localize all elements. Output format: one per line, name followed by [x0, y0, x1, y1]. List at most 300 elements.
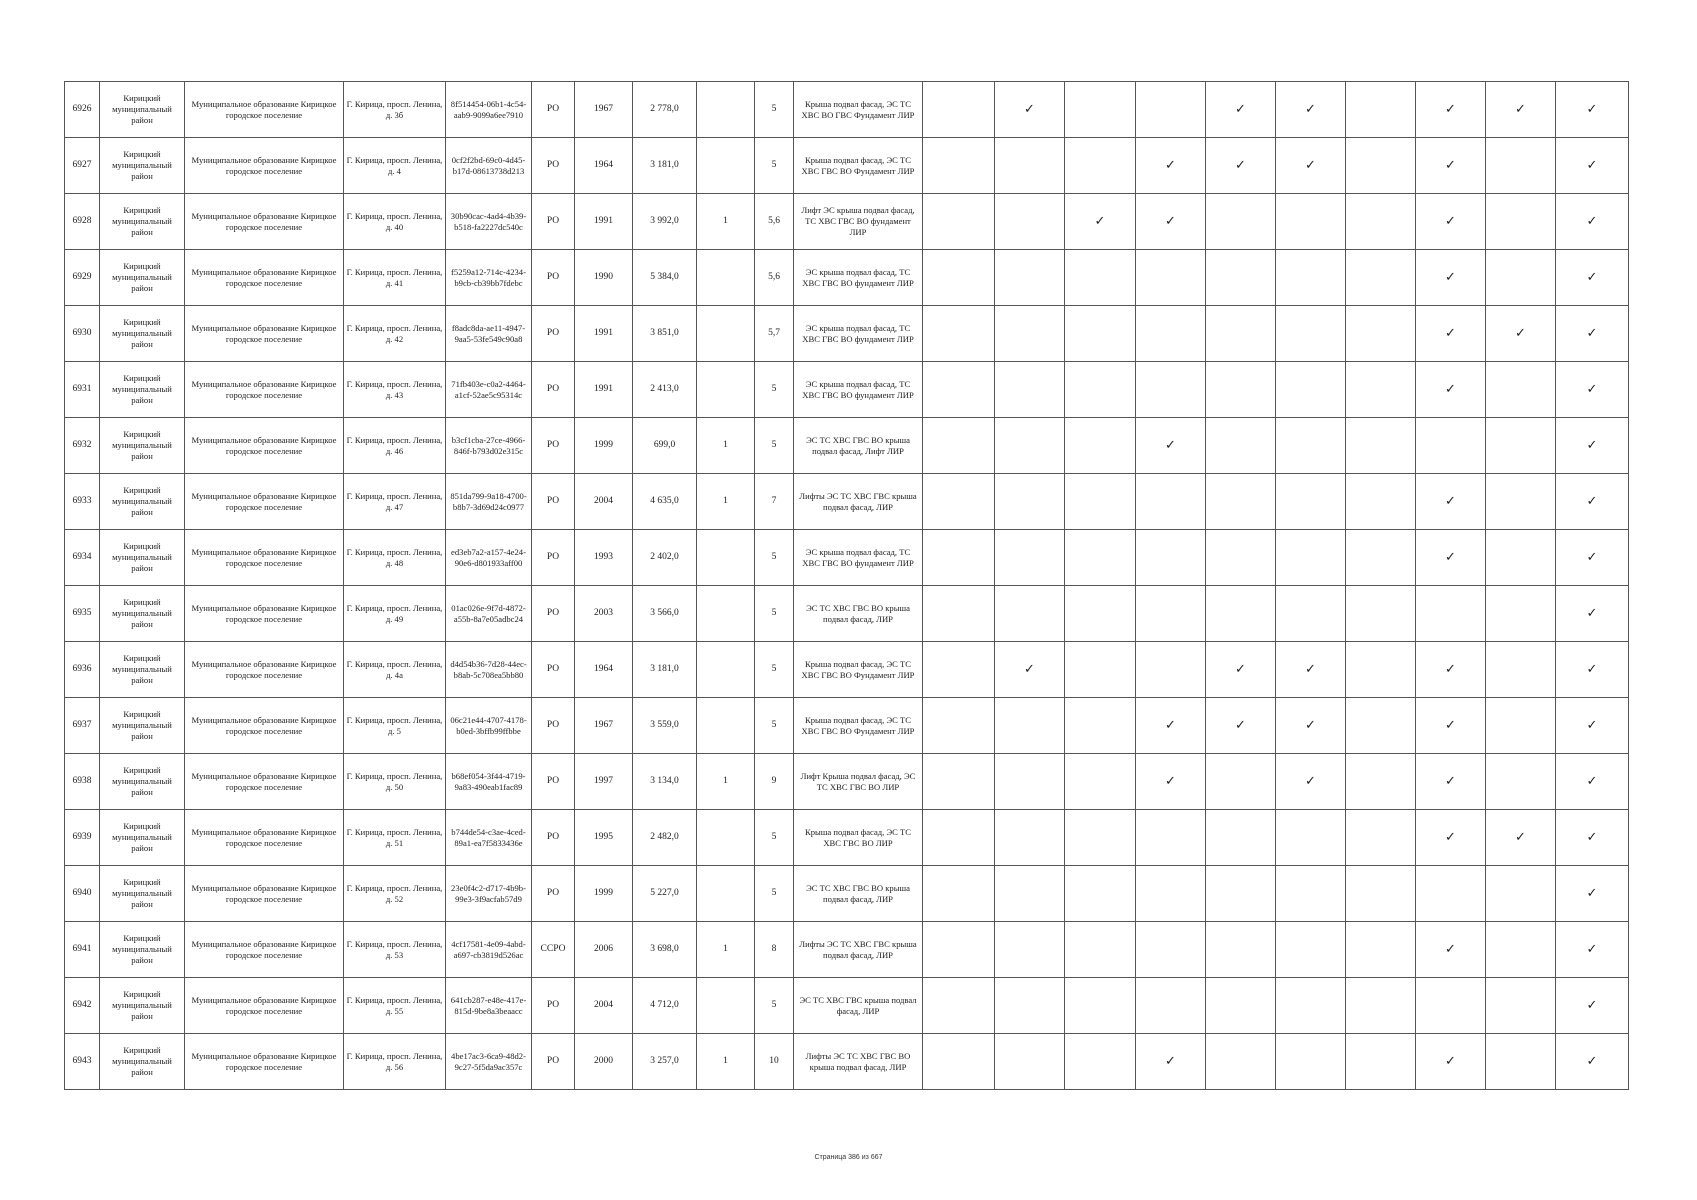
area-cell: 4 712,0 [633, 978, 697, 1034]
check-cell-7 [1346, 194, 1416, 250]
check-cell-3 [1065, 530, 1136, 586]
check-cell-2 [995, 474, 1065, 530]
checkmark-icon: ✓ [1586, 1054, 1598, 1069]
check-cell-5 [1206, 810, 1276, 866]
check-cell-6 [1276, 250, 1346, 306]
address-cell: Г. Кирица, просп. Ленина, д. 52 [344, 866, 446, 922]
table-row [65, 530, 1629, 586]
municipality-cell: Муниципальное образование Кирицкое городское поселение [185, 306, 344, 362]
check-cell-6 [1276, 82, 1346, 138]
checkmark-icon: ✓ [1515, 326, 1526, 341]
checkmark-icon: ✓ [1445, 774, 1456, 789]
checkmark-icon: ✓ [1445, 942, 1456, 957]
check-cell-5 [1206, 82, 1276, 138]
municipality-cell: Муниципальное образование Кирицкое городское поселение [185, 194, 344, 250]
area-cell: 5 227,0 [633, 866, 697, 922]
check-cell-9 [1486, 474, 1556, 530]
district-cell: Кирицкий муниципальный район [100, 642, 185, 698]
table-row [65, 922, 1629, 978]
building-uuid-cell: 30b90cac-4ad4-4b39-b518-fa2227dc540c [446, 194, 532, 250]
check-cell-5 [1206, 1034, 1276, 1090]
table-row [65, 306, 1629, 362]
check-cell-8 [1416, 530, 1486, 586]
check-cell-10 [1556, 866, 1629, 922]
district-cell: Кирицкий муниципальный район [100, 530, 185, 586]
table-row [65, 418, 1629, 474]
building-uuid-cell: 0cf2f2bd-69c0-4d45-b17d-08613738d213 [446, 138, 532, 194]
check-cell-8 [1416, 642, 1486, 698]
check-cell-1 [923, 138, 995, 194]
area-cell: 2 402,0 [633, 530, 697, 586]
check-cell-4 [1136, 1034, 1206, 1090]
lifts-count-cell: 1 [697, 1034, 755, 1090]
check-cell-7 [1346, 530, 1416, 586]
area-cell: 2 413,0 [633, 362, 697, 418]
address-cell: Г. Кирица, просп. Ленина, д. 4а [344, 642, 446, 698]
building-uuid-cell: 06c21e44-4707-4178-b0ed-3bffb99ffbbe [446, 698, 532, 754]
check-cell-8 [1416, 306, 1486, 362]
check-cell-2 [995, 82, 1065, 138]
floors-cell: 5 [755, 978, 794, 1034]
check-cell-5 [1206, 306, 1276, 362]
check-cell-4 [1136, 138, 1206, 194]
floors-cell: 5,6 [755, 250, 794, 306]
municipality-cell: Муниципальное образование Кирицкое городское поселение [185, 1034, 344, 1090]
checkmark-icon: ✓ [1586, 494, 1598, 509]
district-cell: Кирицкий муниципальный район [100, 754, 185, 810]
works-list-cell: ЭС крыша подвал фасад, ТС ХВС ГВС ВО фундамент ЛИР [794, 362, 923, 418]
lifts-count-cell: 1 [697, 754, 755, 810]
lifts-count-cell [697, 698, 755, 754]
floors-cell: 5 [755, 698, 794, 754]
check-cell-4 [1136, 754, 1206, 810]
checkmark-icon: ✓ [1445, 270, 1456, 285]
municipality-cell: Муниципальное образование Кирицкое городское поселение [185, 586, 344, 642]
checkmark-icon: ✓ [1024, 662, 1035, 677]
build-year-cell: 2006 [575, 922, 633, 978]
district-cell: Кирицкий муниципальный район [100, 362, 185, 418]
ownership-type-cell: ССРО [532, 922, 575, 978]
check-cell-10 [1556, 474, 1629, 530]
check-cell-6 [1276, 194, 1346, 250]
check-cell-2 [995, 866, 1065, 922]
check-cell-8 [1416, 978, 1486, 1034]
check-cell-8 [1416, 82, 1486, 138]
lifts-count-cell [697, 810, 755, 866]
check-cell-1 [923, 194, 995, 250]
check-cell-5 [1206, 418, 1276, 474]
district-cell: Кирицкий муниципальный район [100, 138, 185, 194]
area-cell: 3 257,0 [633, 1034, 697, 1090]
check-cell-8 [1416, 250, 1486, 306]
check-cell-9 [1486, 586, 1556, 642]
check-cell-9 [1486, 810, 1556, 866]
row-number: 6942 [65, 978, 100, 1034]
address-cell: Г. Кирица, просп. Ленина, д. 46 [344, 418, 446, 474]
area-cell: 3 992,0 [633, 194, 697, 250]
ownership-type-cell: РО [532, 138, 575, 194]
area-cell: 3 851,0 [633, 306, 697, 362]
checkmark-icon: ✓ [1445, 102, 1456, 117]
address-cell: Г. Кирица, просп. Ленина, д. 55 [344, 978, 446, 1034]
check-cell-2 [995, 1034, 1065, 1090]
check-cell-4 [1136, 194, 1206, 250]
area-cell: 4 635,0 [633, 474, 697, 530]
check-cell-10 [1556, 82, 1629, 138]
check-cell-2 [995, 698, 1065, 754]
checkmark-icon: ✓ [1515, 102, 1526, 117]
building-uuid-cell: ed3eb7a2-a157-4e24-90e6-d801933aff00 [446, 530, 532, 586]
check-cell-4 [1136, 250, 1206, 306]
check-cell-4 [1136, 866, 1206, 922]
check-cell-3 [1065, 698, 1136, 754]
check-cell-7 [1346, 138, 1416, 194]
table-row [65, 194, 1629, 250]
table-row [65, 586, 1629, 642]
check-cell-2 [995, 306, 1065, 362]
row-number: 6934 [65, 530, 100, 586]
check-cell-1 [923, 698, 995, 754]
area-cell: 5 384,0 [633, 250, 697, 306]
checkmark-icon: ✓ [1165, 438, 1176, 453]
checkmark-icon: ✓ [1586, 382, 1598, 397]
building-uuid-cell: b68ef054-3f44-4719-9a83-490eab1fac89 [446, 754, 532, 810]
check-cell-6 [1276, 362, 1346, 418]
check-cell-6 [1276, 866, 1346, 922]
ownership-type-cell: РО [532, 418, 575, 474]
check-cell-10 [1556, 194, 1629, 250]
address-cell: Г. Кирица, просп. Ленина, д. 51 [344, 810, 446, 866]
works-list-cell: Крыша подвал фасад, ЭС ТС ХВС ВО ГВС Фундамент ЛИР [794, 82, 923, 138]
lifts-count-cell [697, 978, 755, 1034]
check-cell-6 [1276, 698, 1346, 754]
lifts-count-cell: 1 [697, 474, 755, 530]
check-cell-10 [1556, 810, 1629, 866]
building-uuid-cell: b744de54-c3ae-4ced-89a1-ea7f5833436e [446, 810, 532, 866]
check-cell-6 [1276, 418, 1346, 474]
build-year-cell: 2003 [575, 586, 633, 642]
checkmark-icon: ✓ [1305, 718, 1316, 733]
floors-cell: 5 [755, 418, 794, 474]
area-cell: 2 482,0 [633, 810, 697, 866]
ownership-type-cell: РО [532, 978, 575, 1034]
check-cell-5 [1206, 474, 1276, 530]
checkmark-icon: ✓ [1445, 494, 1456, 509]
check-cell-1 [923, 810, 995, 866]
works-list-cell: ЭС ТС ХВС ГВС ВО крыша подвал фасад, ЛИР [794, 586, 923, 642]
check-cell-9 [1486, 306, 1556, 362]
works-list-cell: Лифты ЭС ТС ХВС ГВС крыша подвал фасад, ЛИР [794, 474, 923, 530]
check-cell-8 [1416, 194, 1486, 250]
address-cell: Г. Кирица, просп. Ленина, д. 42 [344, 306, 446, 362]
works-list-cell: ЭС крыша подвал фасад, ТС ХВС ГВС ВО фундамент ЛИР [794, 306, 923, 362]
ownership-type-cell: РО [532, 1034, 575, 1090]
check-cell-5 [1206, 922, 1276, 978]
table-row [65, 810, 1629, 866]
check-cell-4 [1136, 530, 1206, 586]
checkmark-icon: ✓ [1445, 662, 1456, 677]
address-cell: Г. Кирица, просп. Ленина, д. 53 [344, 922, 446, 978]
check-cell-7 [1346, 642, 1416, 698]
check-cell-4 [1136, 82, 1206, 138]
row-number: 6932 [65, 418, 100, 474]
district-cell: Кирицкий муниципальный район [100, 194, 185, 250]
area-cell: 3 181,0 [633, 138, 697, 194]
checkmark-icon: ✓ [1305, 158, 1316, 173]
municipality-cell: Муниципальное образование Кирицкое городское поселение [185, 810, 344, 866]
municipality-cell: Муниципальное образование Кирицкое городское поселение [185, 250, 344, 306]
check-cell-10 [1556, 138, 1629, 194]
address-cell: Г. Кирица, просп. Ленина, д. 48 [344, 530, 446, 586]
checkmark-icon: ✓ [1305, 774, 1316, 789]
check-cell-6 [1276, 978, 1346, 1034]
lifts-count-cell: 1 [697, 194, 755, 250]
check-cell-7 [1346, 978, 1416, 1034]
build-year-cell: 1999 [575, 418, 633, 474]
row-number: 6927 [65, 138, 100, 194]
ownership-type-cell: РО [532, 530, 575, 586]
works-list-cell: Лифты ЭС ТС ХВС ГВС крыша подвал фасад, ЛИР [794, 922, 923, 978]
district-cell: Кирицкий муниципальный район [100, 698, 185, 754]
building-uuid-cell: 641cb287-e48e-417e-815d-9be8a3beaacc [446, 978, 532, 1034]
district-cell: Кирицкий муниципальный район [100, 978, 185, 1034]
address-cell: Г. Кирица, просп. Ленина, д. 3б [344, 82, 446, 138]
checkmark-icon: ✓ [1586, 774, 1598, 789]
checkmark-icon: ✓ [1586, 942, 1598, 957]
area-cell: 3 566,0 [633, 586, 697, 642]
build-year-cell: 1991 [575, 362, 633, 418]
ownership-type-cell: РО [532, 194, 575, 250]
check-cell-3 [1065, 810, 1136, 866]
row-number: 6941 [65, 922, 100, 978]
check-cell-1 [923, 922, 995, 978]
checkmark-icon: ✓ [1586, 158, 1598, 173]
check-cell-7 [1346, 810, 1416, 866]
check-cell-4 [1136, 418, 1206, 474]
floors-cell: 8 [755, 922, 794, 978]
check-cell-5 [1206, 362, 1276, 418]
check-cell-8 [1416, 810, 1486, 866]
works-list-cell: Лифт ЭС крыша подвал фасад, ТС ХВС ГВС ВО фундамент ЛИР [794, 194, 923, 250]
check-cell-9 [1486, 866, 1556, 922]
area-cell: 3 134,0 [633, 754, 697, 810]
address-cell: Г. Кирица, просп. Ленина, д. 41 [344, 250, 446, 306]
check-cell-7 [1346, 1034, 1416, 1090]
row-number: 6933 [65, 474, 100, 530]
build-year-cell: 1995 [575, 810, 633, 866]
check-cell-4 [1136, 698, 1206, 754]
check-cell-9 [1486, 922, 1556, 978]
checkmark-icon: ✓ [1165, 718, 1176, 733]
municipality-cell: Муниципальное образование Кирицкое городское поселение [185, 474, 344, 530]
row-number: 6937 [65, 698, 100, 754]
check-cell-8 [1416, 418, 1486, 474]
check-cell-9 [1486, 530, 1556, 586]
check-cell-4 [1136, 922, 1206, 978]
check-cell-3 [1065, 474, 1136, 530]
checkmark-icon: ✓ [1165, 774, 1176, 789]
works-list-cell: Крыша подвал фасад, ЭС ТС ХВС ГВС ВО ЛИР [794, 810, 923, 866]
works-list-cell: Лифты ЭС ТС ХВС ГВС ВО крыша подвал фасад, ЛИР [794, 1034, 923, 1090]
check-cell-1 [923, 1034, 995, 1090]
ownership-type-cell: РО [532, 698, 575, 754]
check-cell-4 [1136, 474, 1206, 530]
table-body [65, 82, 1629, 1090]
check-cell-3 [1065, 362, 1136, 418]
check-cell-7 [1346, 698, 1416, 754]
checkmark-icon: ✓ [1094, 214, 1106, 229]
table-row [65, 250, 1629, 306]
checkmark-icon: ✓ [1305, 102, 1316, 117]
address-cell: Г. Кирица, просп. Ленина, д. 43 [344, 362, 446, 418]
address-cell: Г. Кирица, просп. Ленина, д. 50 [344, 754, 446, 810]
checkmark-icon: ✓ [1586, 326, 1598, 341]
ownership-type-cell: РО [532, 474, 575, 530]
municipality-cell: Муниципальное образование Кирицкое городское поселение [185, 418, 344, 474]
floors-cell: 10 [755, 1034, 794, 1090]
district-cell: Кирицкий муниципальный район [100, 418, 185, 474]
municipality-cell: Муниципальное образование Кирицкое городское поселение [185, 698, 344, 754]
check-cell-7 [1346, 306, 1416, 362]
area-cell: 3 559,0 [633, 698, 697, 754]
check-cell-1 [923, 362, 995, 418]
check-cell-5 [1206, 642, 1276, 698]
checkmark-icon: ✓ [1586, 214, 1598, 229]
works-list-cell: ЭС крыша подвал фасад, ТС ХВС ГВС ВО фундамент ЛИР [794, 530, 923, 586]
address-cell: Г. Кирица, просп. Ленина, д. 4 [344, 138, 446, 194]
works-list-cell: Крыша подвал фасад, ЭС ТС ХВС ГВС ВО Фундамент ЛИР [794, 698, 923, 754]
check-cell-6 [1276, 810, 1346, 866]
row-number: 6930 [65, 306, 100, 362]
table-row [65, 754, 1629, 810]
checkmark-icon: ✓ [1586, 438, 1598, 453]
check-cell-7 [1346, 362, 1416, 418]
check-cell-2 [995, 922, 1065, 978]
check-cell-4 [1136, 810, 1206, 866]
municipality-cell: Муниципальное образование Кирицкое городское поселение [185, 866, 344, 922]
district-cell: Кирицкий муниципальный район [100, 474, 185, 530]
checkmark-icon: ✓ [1445, 214, 1456, 229]
row-number: 6931 [65, 362, 100, 418]
lifts-count-cell: 1 [697, 418, 755, 474]
check-cell-10 [1556, 754, 1629, 810]
check-cell-3 [1065, 250, 1136, 306]
check-cell-9 [1486, 194, 1556, 250]
build-year-cell: 1964 [575, 138, 633, 194]
district-cell: Кирицкий муниципальный район [100, 586, 185, 642]
floors-cell: 9 [755, 754, 794, 810]
check-cell-10 [1556, 978, 1629, 1034]
checkmark-icon: ✓ [1445, 1054, 1456, 1069]
works-list-cell: ЭС ТС ХВС ГВС ВО крыша подвал фасад, ЛИР [794, 866, 923, 922]
floors-cell: 5 [755, 82, 794, 138]
checkmark-icon: ✓ [1586, 718, 1598, 733]
check-cell-7 [1346, 82, 1416, 138]
check-cell-9 [1486, 138, 1556, 194]
check-cell-10 [1556, 250, 1629, 306]
check-cell-3 [1065, 754, 1136, 810]
check-cell-10 [1556, 1034, 1629, 1090]
checkmark-icon: ✓ [1445, 158, 1456, 173]
district-cell: Кирицкий муниципальный район [100, 866, 185, 922]
table-row [65, 138, 1629, 194]
ownership-type-cell: РО [532, 642, 575, 698]
check-cell-2 [995, 530, 1065, 586]
municipality-cell: Муниципальное образование Кирицкое городское поселение [185, 530, 344, 586]
check-cell-2 [995, 138, 1065, 194]
address-cell: Г. Кирица, просп. Ленина, д. 47 [344, 474, 446, 530]
table-row [65, 642, 1629, 698]
floors-cell: 5 [755, 642, 794, 698]
check-cell-5 [1206, 866, 1276, 922]
build-year-cell: 1990 [575, 250, 633, 306]
check-cell-9 [1486, 250, 1556, 306]
build-year-cell: 1967 [575, 698, 633, 754]
ownership-type-cell: РО [532, 866, 575, 922]
checkmark-icon: ✓ [1445, 326, 1456, 341]
district-cell: Кирицкий муниципальный район [100, 810, 185, 866]
floors-cell: 5,6 [755, 194, 794, 250]
check-cell-8 [1416, 586, 1486, 642]
municipality-cell: Муниципальное образование Кирицкое городское поселение [185, 922, 344, 978]
building-uuid-cell: 4be17ac3-6ca9-48d2-9c27-5f5da9ac357c [446, 1034, 532, 1090]
lifts-count-cell [697, 586, 755, 642]
check-cell-1 [923, 978, 995, 1034]
floors-cell: 5 [755, 866, 794, 922]
ownership-type-cell: РО [532, 810, 575, 866]
check-cell-5 [1206, 530, 1276, 586]
table-row [65, 978, 1629, 1034]
check-cell-5 [1206, 194, 1276, 250]
floors-cell: 5 [755, 586, 794, 642]
check-cell-2 [995, 754, 1065, 810]
table-row [65, 474, 1629, 530]
check-cell-1 [923, 82, 995, 138]
table-row [65, 1034, 1629, 1090]
lifts-count-cell [697, 250, 755, 306]
row-number: 6936 [65, 642, 100, 698]
check-cell-7 [1346, 754, 1416, 810]
lifts-count-cell [697, 138, 755, 194]
row-number: 6926 [65, 82, 100, 138]
check-cell-9 [1486, 698, 1556, 754]
build-year-cell: 1991 [575, 306, 633, 362]
row-number: 6928 [65, 194, 100, 250]
floors-cell: 5 [755, 362, 794, 418]
check-cell-8 [1416, 362, 1486, 418]
build-year-cell: 1967 [575, 82, 633, 138]
check-cell-1 [923, 642, 995, 698]
check-cell-7 [1346, 418, 1416, 474]
build-year-cell: 1964 [575, 642, 633, 698]
check-cell-2 [995, 978, 1065, 1034]
build-year-cell: 1997 [575, 754, 633, 810]
check-cell-9 [1486, 82, 1556, 138]
check-cell-9 [1486, 978, 1556, 1034]
checkmark-icon: ✓ [1586, 270, 1598, 285]
check-cell-10 [1556, 418, 1629, 474]
check-cell-7 [1346, 474, 1416, 530]
check-cell-3 [1065, 418, 1136, 474]
check-cell-1 [923, 530, 995, 586]
checkmark-icon: ✓ [1235, 662, 1246, 677]
check-cell-1 [923, 474, 995, 530]
checkmark-icon: ✓ [1445, 718, 1456, 733]
works-list-cell: ЭС ТС ХВС ГВС крыша подвал фасад, ЛИР [794, 978, 923, 1034]
municipality-cell: Муниципальное образование Кирицкое городское поселение [185, 138, 344, 194]
check-cell-5 [1206, 586, 1276, 642]
checkmark-icon: ✓ [1305, 662, 1316, 677]
